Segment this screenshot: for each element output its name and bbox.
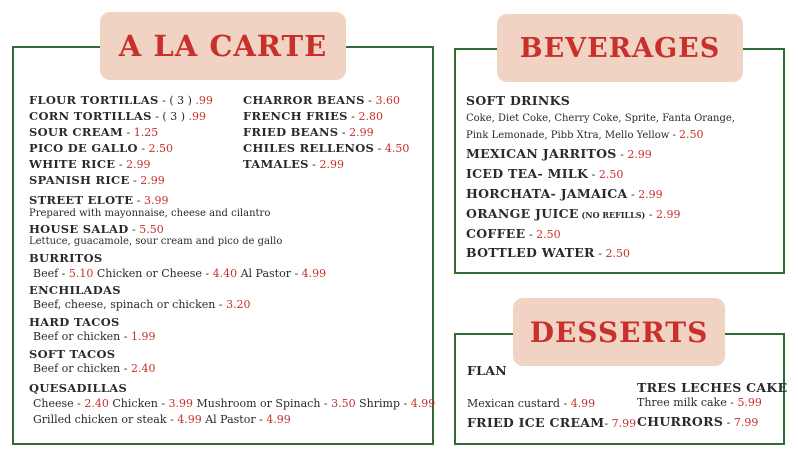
item-name: FLOUR TORTILLAS (29, 93, 159, 107)
item-description (637, 396, 762, 410)
item-price: 2.80 (358, 110, 384, 123)
item-price: 2.99 (140, 174, 165, 187)
option-price: 3.50 (331, 397, 356, 410)
menu-item-churros (637, 415, 758, 430)
menu-item (466, 246, 630, 261)
option-price: 4.99 (301, 267, 327, 280)
item-name: HOUSE SALAD (29, 222, 129, 236)
option-label: Chicken - (108, 397, 169, 410)
item-options (33, 267, 326, 281)
menu-item-tres-leches: TRES LECHES CAKE (637, 380, 788, 395)
menu-item (466, 187, 663, 202)
item-name: STREET ELOTE (29, 193, 134, 207)
item-sep: - (128, 223, 140, 236)
item-name: HORCHATA- JAMAICA (466, 186, 628, 201)
item-price: 4.99 (570, 397, 596, 410)
option-label: Al Pastor - (201, 413, 267, 426)
item-sep: - (588, 168, 599, 181)
menu-item (29, 93, 213, 108)
option-price: 1.99 (130, 330, 156, 343)
item-options (33, 397, 435, 411)
item-name: CHARROR BEANS (243, 93, 365, 107)
item-sep: - (364, 94, 376, 107)
menu-item-soft-drinks: SOFT DRINKS (466, 93, 571, 108)
item-name: TAMALES (243, 157, 309, 171)
item-price: .99 (195, 94, 213, 107)
item-name: SPANISH RICE (29, 173, 130, 187)
option-label: Beef - (33, 267, 69, 280)
menu-item-soft-tacos: SOFT TACOS (29, 347, 116, 361)
item-name: FRIED ICE CREAM (467, 415, 605, 430)
item-name: ICED TEA- MILK (466, 166, 589, 181)
item-options (33, 362, 155, 376)
item-price: .99 (188, 110, 206, 123)
item-price: 2.50 (679, 128, 704, 141)
item-name: MEXICAN JARRITOS (466, 146, 617, 161)
menu-item (29, 173, 165, 188)
item-price: 2.99 (126, 158, 151, 171)
item-description: Lettuce, guacamole, sour cream and pico de gallo (29, 236, 283, 247)
item-price: 2.50 (148, 142, 173, 155)
menu-item (466, 227, 561, 242)
item-sep: - (374, 142, 385, 155)
item-sep: - (627, 188, 639, 201)
item-price: 3.99 (144, 194, 169, 207)
option-price: 4.99 (177, 413, 202, 426)
item-description: Coke, Diet Coke, Cherry Coke, Sprite, Fanta Orange, (466, 113, 735, 124)
option-label: Grilled chicken or steak - (33, 413, 178, 426)
item-name: FRIED BEANS (243, 125, 339, 139)
menu-item (466, 147, 652, 162)
option-label: Pink Lemonade, Pibb Xtra, Mello Yellow - (466, 130, 680, 141)
desserts-title: DESSERTS (513, 298, 725, 366)
item-sep: - (604, 417, 612, 430)
menu-item-flan: FLAN (467, 363, 507, 378)
item-price: 3.60 (375, 94, 400, 107)
item-price: 4.50 (384, 142, 410, 155)
item-description: Prepared with mayonnaise, cheese and cilantro (29, 208, 271, 219)
option-label: Beef or chicken - (33, 330, 131, 343)
menu-item (243, 109, 383, 124)
beverages-title: BEVERAGES (497, 14, 743, 82)
option-label: Mexican custard - (467, 397, 571, 410)
item-name: BOTTLED WATER (466, 245, 595, 260)
item-name: CHILES RELLENOS (243, 141, 375, 155)
item-sep: - (133, 194, 145, 207)
item-price: 7.99 (733, 416, 759, 429)
menu-item (243, 125, 374, 140)
menu-item (243, 93, 400, 108)
item-name: WHITE RICE (29, 157, 116, 171)
menu-item-quesadillas: QUESADILLAS (29, 381, 128, 395)
item-sep: - (347, 110, 359, 123)
item-sep: - (338, 126, 350, 139)
item-sep: - (594, 247, 606, 260)
menu-item (466, 167, 623, 182)
menu-item (243, 141, 409, 156)
option-label: Shrimp - (355, 397, 411, 410)
menu-item (29, 125, 158, 140)
option-label: Cheese - (33, 397, 85, 410)
item-price: 2.99 (638, 188, 663, 201)
item-price: 2.50 (536, 228, 561, 241)
item-price: 2.99 (349, 126, 374, 139)
menu-item (29, 141, 173, 156)
item-qty: - ( 3 ) (158, 94, 196, 107)
item-sep: - (723, 416, 734, 429)
item-sep: - (525, 228, 537, 241)
item-description (467, 397, 595, 411)
menu-item (29, 157, 151, 172)
option-price: 5.10 (68, 267, 94, 280)
option-label: Al Pastor - (237, 267, 302, 280)
item-sep: - (137, 142, 149, 155)
a-la-carte-title: A LA CARTE (100, 12, 346, 80)
item-name: SOUR CREAM (29, 125, 124, 139)
item-name: CHURRORS (637, 414, 724, 429)
item-sep: - (129, 174, 141, 187)
item-name: COFFEE (466, 226, 526, 241)
item-options (33, 330, 155, 344)
option-price: 4.99 (266, 413, 291, 426)
item-price: 2.50 (605, 247, 630, 260)
item-price: 1.25 (133, 126, 159, 139)
item-price: 2.99 (627, 148, 652, 161)
menu-item (29, 109, 206, 124)
option-price: 2.40 (84, 397, 109, 410)
menu-item-enchiladas: ENCHILADAS (29, 283, 121, 297)
item-sep: - (616, 148, 628, 161)
item-sep: - (308, 158, 320, 171)
option-price: 4.40 (212, 267, 238, 280)
item-name: ORANGE JUICE (466, 206, 579, 221)
menu-item-hard-tacos: HARD TACOS (29, 315, 120, 329)
item-price: 5.50 (139, 223, 164, 236)
item-sep: - (115, 158, 127, 171)
option-price: 3.20 (226, 298, 251, 311)
item-qty: - ( 3 ) (151, 110, 189, 123)
option-label: Mushroom or Spinach - (193, 397, 332, 410)
option-label: Beef or chicken - (33, 362, 131, 375)
option-label: Beef, cheese, spinach or chicken - (33, 298, 227, 311)
item-name: PICO DE GALLO (29, 141, 138, 155)
option-price: 3.99 (168, 397, 194, 410)
item-price: 2.99 (319, 158, 344, 171)
item-description (466, 128, 704, 143)
option-label: Chicken or Cheese - (93, 267, 213, 280)
item-price: 2.50 (598, 168, 624, 181)
item-sep: - (123, 126, 134, 139)
menu-item-orange-juice (466, 207, 681, 222)
option-price: 4.99 (410, 397, 436, 410)
item-name: FRENCH FRIES (243, 109, 348, 123)
menu-item-burritos: BURRITOS (29, 251, 103, 265)
option-label: Three milk cake - (637, 396, 738, 409)
item-name: CORN TORTILLAS (29, 109, 152, 123)
menu-item (243, 157, 344, 172)
item-options (33, 298, 251, 312)
item-options (33, 413, 291, 427)
item-price: 2.99 (656, 208, 681, 221)
menu-item-street-elote (29, 193, 169, 208)
item-note: (NO REFILLS) (578, 210, 646, 220)
item-price: 5.99 (737, 396, 762, 409)
item-sep: - (645, 208, 657, 221)
option-price: 2.40 (130, 362, 156, 375)
item-price: 7.99 (611, 417, 637, 430)
menu-item-fried-ice-cream (467, 416, 636, 431)
